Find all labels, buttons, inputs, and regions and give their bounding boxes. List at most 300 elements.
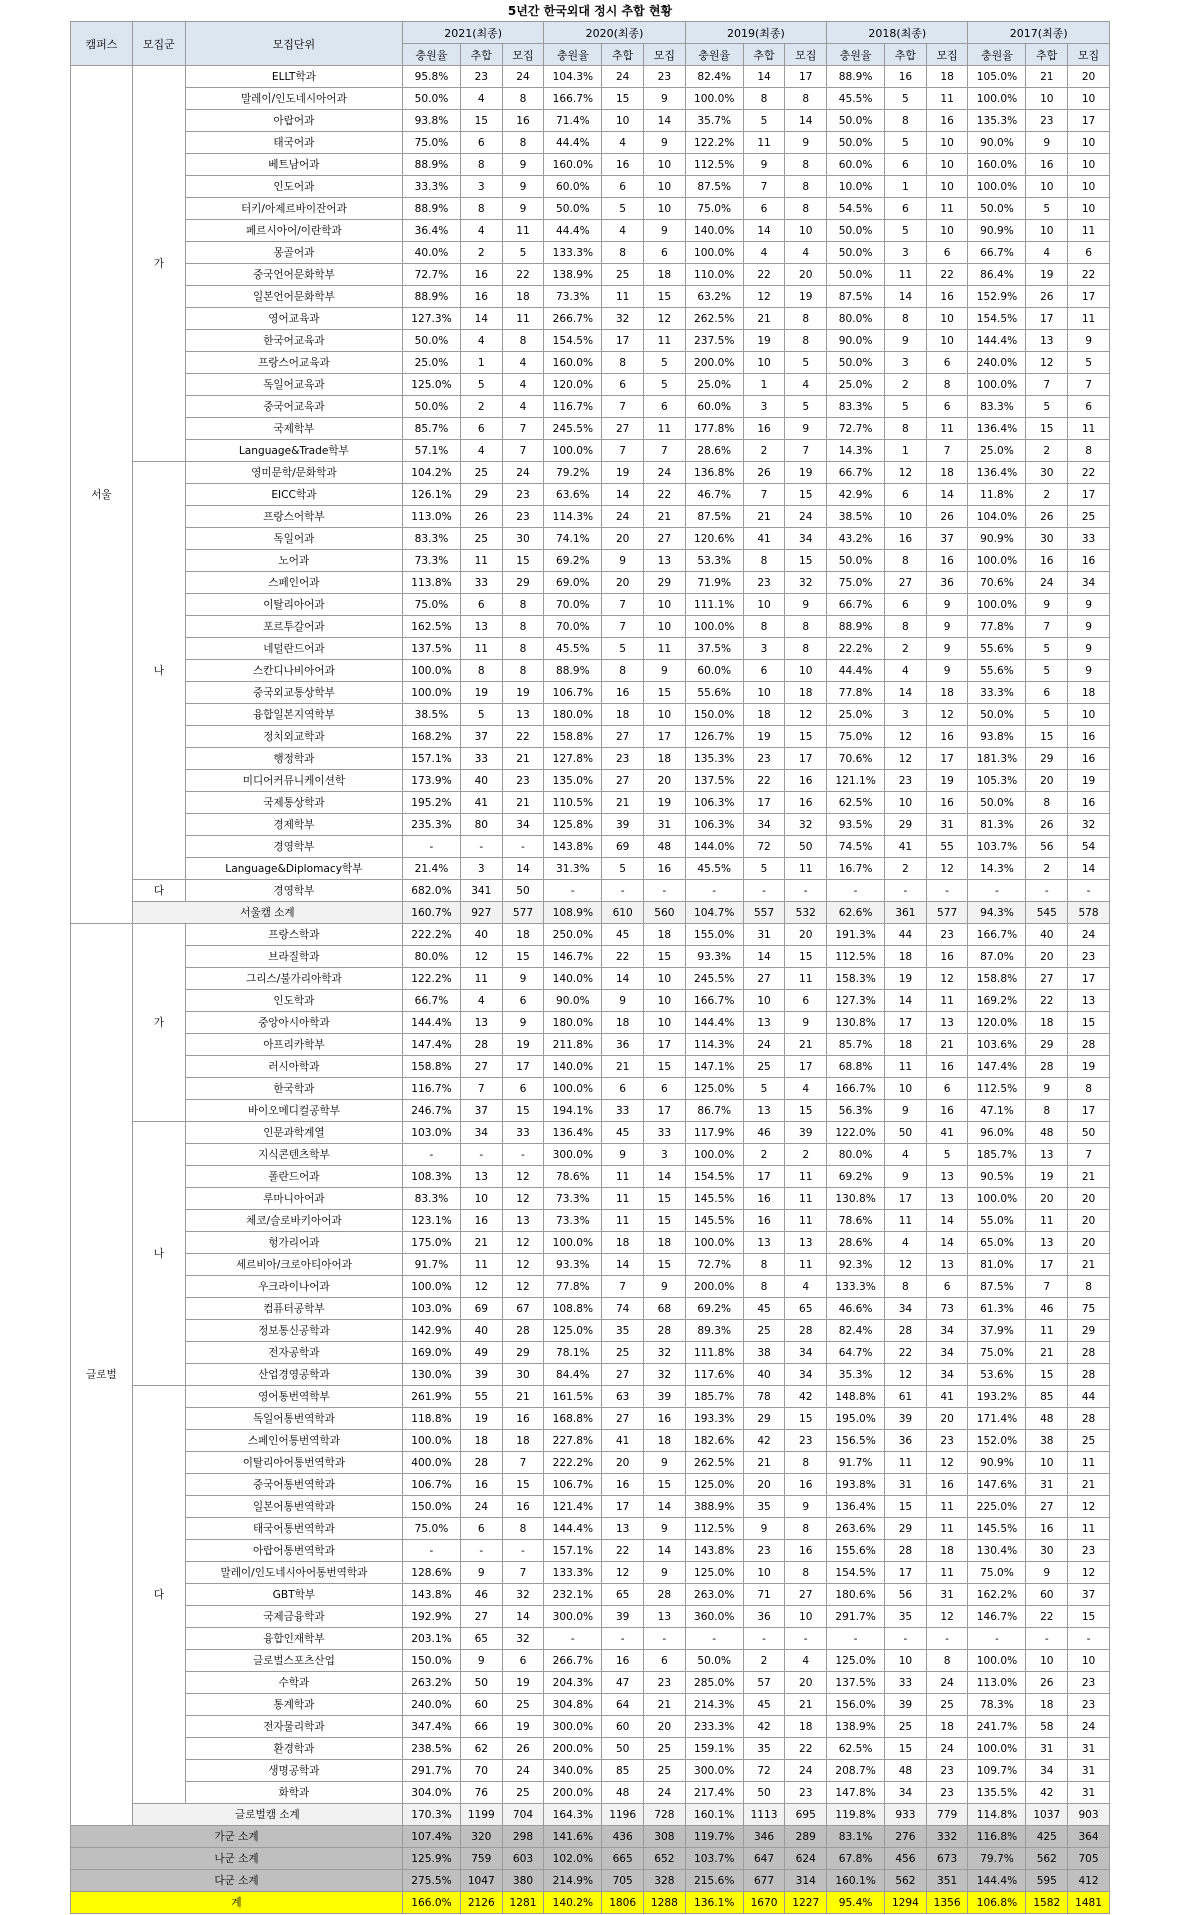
- unit-name-cell: 스칸디나비아어과: [185, 660, 402, 682]
- fill-rate-cell: 66.7%: [968, 242, 1026, 264]
- quota-cell: 32: [644, 1364, 686, 1386]
- additional-cell: 10: [743, 1562, 785, 1584]
- unit-name-cell: 통계학과: [185, 1694, 402, 1716]
- fill-rate-cell: 122.2%: [402, 968, 460, 990]
- fill-rate-cell: 100.0%: [544, 1232, 602, 1254]
- quota-cell: 10: [1068, 198, 1110, 220]
- fill-rate-cell: 87.0%: [968, 946, 1026, 968]
- table-row: [71, 1408, 1110, 1430]
- unit-name-cell: 정보통신공학과: [185, 1320, 402, 1342]
- additional-cell: -: [743, 880, 785, 902]
- fill-rate-cell: 72.7%: [402, 264, 460, 286]
- quota-cell: 18: [644, 1430, 686, 1452]
- quota-cell: 16: [926, 286, 968, 308]
- fill-rate-cell: 31.3%: [544, 858, 602, 880]
- additional-cell: 15: [885, 1496, 927, 1518]
- fill-rate-cell: 37.5%: [685, 638, 743, 660]
- quota-cell: -: [926, 880, 968, 902]
- fill-rate-cell: 114.3%: [685, 1034, 743, 1056]
- quota-cell: 17: [785, 66, 827, 88]
- unit-name-cell: 이탈리아어과: [185, 594, 402, 616]
- fill-rate-cell: 88.9%: [402, 286, 460, 308]
- table-row: [71, 88, 1110, 110]
- additional-cell: 16: [602, 682, 644, 704]
- fill-rate-cell: 75.0%: [685, 198, 743, 220]
- fill-rate-cell: 45.5%: [544, 638, 602, 660]
- additional-cell: 6: [743, 660, 785, 682]
- additional-cell: 1113: [743, 1804, 785, 1826]
- quota-cell: 44: [1068, 1386, 1110, 1408]
- quota-cell: 8: [785, 1452, 827, 1474]
- additional-cell: 3: [885, 704, 927, 726]
- fill-rate-cell: 140.0%: [544, 968, 602, 990]
- fill-rate-cell: 300.0%: [544, 1144, 602, 1166]
- additional-cell: 5: [460, 374, 502, 396]
- additional-cell: 11: [1026, 1320, 1068, 1342]
- additional-cell: 1196: [602, 1804, 644, 1826]
- quota-cell: 6: [644, 242, 686, 264]
- quota-cell: 10: [926, 330, 968, 352]
- fill-rate-cell: 262.5%: [685, 1452, 743, 1474]
- header-fill-rate: 충원율: [402, 44, 460, 66]
- additional-cell: 63: [602, 1386, 644, 1408]
- fill-rate-cell: 57.1%: [402, 440, 460, 462]
- additional-cell: 20: [743, 1474, 785, 1496]
- fill-rate-cell: 181.3%: [968, 748, 1026, 770]
- fill-rate-cell: 240.0%: [968, 352, 1026, 374]
- quota-cell: 14: [502, 1606, 544, 1628]
- quota-cell: 18: [926, 462, 968, 484]
- fill-rate-cell: 100.0%: [544, 1078, 602, 1100]
- fill-rate-cell: 116.7%: [402, 1078, 460, 1100]
- fill-rate-cell: 108.9%: [544, 902, 602, 924]
- unit-name-cell: 말레이/인도네시아어과: [185, 88, 402, 110]
- quota-cell: 8: [1068, 440, 1110, 462]
- additional-cell: 22: [885, 1342, 927, 1364]
- fill-rate-cell: 100.0%: [402, 1276, 460, 1298]
- additional-cell: 4: [743, 242, 785, 264]
- campus-subtotal-row: [71, 1804, 1110, 1826]
- fill-rate-cell: 193.8%: [827, 1474, 885, 1496]
- fill-rate-cell: 100.0%: [402, 682, 460, 704]
- table-row: [71, 374, 1110, 396]
- additional-cell: 24: [602, 66, 644, 88]
- table-row: [71, 352, 1110, 374]
- additional-cell: 9: [460, 1562, 502, 1584]
- quota-cell: 12: [1068, 1562, 1110, 1584]
- fill-rate-cell: 66.7%: [827, 594, 885, 616]
- fill-rate-cell: 154.5%: [544, 330, 602, 352]
- header-fill-rate: 충원율: [544, 44, 602, 66]
- quota-cell: 6: [785, 990, 827, 1012]
- quota-cell: 24: [785, 506, 827, 528]
- additional-cell: 4: [460, 88, 502, 110]
- quota-cell: 332: [926, 1826, 968, 1848]
- table-row: [71, 330, 1110, 352]
- fill-rate-cell: 237.5%: [685, 330, 743, 352]
- quota-cell: 33: [502, 1122, 544, 1144]
- quota-cell: 12: [926, 1452, 968, 1474]
- fill-rate-cell: 103.0%: [402, 1122, 460, 1144]
- fill-rate-cell: 66.7%: [827, 462, 885, 484]
- fill-rate-cell: 185.7%: [968, 1144, 1026, 1166]
- fill-rate-cell: 126.1%: [402, 484, 460, 506]
- additional-cell: 6: [885, 484, 927, 506]
- fill-rate-cell: -: [827, 1628, 885, 1650]
- quota-cell: 16: [926, 1056, 968, 1078]
- quota-cell: 8: [502, 330, 544, 352]
- additional-cell: 665: [602, 1848, 644, 1870]
- additional-cell: 80: [460, 814, 502, 836]
- fill-rate-cell: 75.0%: [402, 132, 460, 154]
- quota-cell: 7: [1068, 1144, 1110, 1166]
- additional-cell: 5: [885, 88, 927, 110]
- unit-name-cell: 영어통번역학부: [185, 1386, 402, 1408]
- quota-cell: 14: [644, 1166, 686, 1188]
- quota-cell: 6: [502, 1650, 544, 1672]
- fill-rate-cell: 232.1%: [544, 1584, 602, 1606]
- additional-cell: 6: [1026, 682, 1068, 704]
- quota-cell: 11: [644, 330, 686, 352]
- additional-cell: 58: [1026, 1716, 1068, 1738]
- fill-rate-cell: 147.8%: [827, 1782, 885, 1804]
- additional-cell: 8: [885, 418, 927, 440]
- fill-rate-cell: 38.5%: [402, 704, 460, 726]
- unit-name-cell: 행정학과: [185, 748, 402, 770]
- quota-cell: 16: [1068, 550, 1110, 572]
- quota-cell: 9: [502, 968, 544, 990]
- fill-rate-cell: 50.0%: [827, 242, 885, 264]
- fill-rate-cell: 266.7%: [544, 308, 602, 330]
- unit-name-cell: 폴란드어과: [185, 1166, 402, 1188]
- additional-cell: 69: [602, 836, 644, 858]
- table-row: [71, 638, 1110, 660]
- quota-cell: 34: [926, 1364, 968, 1386]
- fill-rate-cell: 120.0%: [968, 1012, 1026, 1034]
- quota-cell: 10: [1068, 132, 1110, 154]
- fill-rate-cell: 106.8%: [968, 1892, 1026, 1914]
- additional-cell: 557: [743, 902, 785, 924]
- fill-rate-cell: 222.2%: [402, 924, 460, 946]
- additional-cell: 29: [1026, 748, 1068, 770]
- table-row: [71, 770, 1110, 792]
- quota-cell: 4: [785, 1650, 827, 1672]
- additional-cell: 15: [1026, 418, 1068, 440]
- additional-cell: 22: [1026, 1606, 1068, 1628]
- fill-rate-cell: 55.0%: [968, 1210, 1026, 1232]
- fill-rate-cell: 110.5%: [544, 792, 602, 814]
- quota-cell: 26: [926, 506, 968, 528]
- additional-cell: 15: [885, 1738, 927, 1760]
- additional-cell: 14: [743, 66, 785, 88]
- fill-rate-cell: 50.0%: [827, 132, 885, 154]
- quota-cell: 18: [502, 924, 544, 946]
- quota-cell: 8: [502, 1518, 544, 1540]
- quota-cell: 48: [644, 836, 686, 858]
- table-row: [71, 1562, 1110, 1584]
- fill-rate-cell: 100.0%: [685, 88, 743, 110]
- quota-cell: -: [502, 1144, 544, 1166]
- quota-cell: 21: [502, 1386, 544, 1408]
- additional-cell: 14: [602, 484, 644, 506]
- additional-cell: 13: [460, 1012, 502, 1034]
- quota-cell: 28: [644, 1320, 686, 1342]
- additional-cell: 10: [743, 682, 785, 704]
- quota-cell: 17: [1068, 484, 1110, 506]
- quota-cell: 16: [644, 858, 686, 880]
- quota-cell: 29: [502, 572, 544, 594]
- fill-rate-cell: 60.0%: [685, 660, 743, 682]
- fill-rate-cell: 125.8%: [544, 814, 602, 836]
- additional-cell: 361: [885, 902, 927, 924]
- additional-cell: 5: [743, 858, 785, 880]
- additional-cell: 29: [885, 814, 927, 836]
- additional-cell: 29: [460, 484, 502, 506]
- additional-cell: 1: [460, 352, 502, 374]
- quota-cell: 5: [785, 396, 827, 418]
- additional-cell: 7: [460, 1078, 502, 1100]
- quota-cell: 8: [785, 154, 827, 176]
- fill-rate-cell: 35.3%: [827, 1364, 885, 1386]
- fill-rate-cell: 169.2%: [968, 990, 1026, 1012]
- additional-cell: 9: [885, 330, 927, 352]
- fill-rate-cell: 155.0%: [685, 924, 743, 946]
- additional-cell: 6: [460, 418, 502, 440]
- unit-name-cell: 일본어통번역학과: [185, 1496, 402, 1518]
- additional-cell: 27: [602, 1364, 644, 1386]
- quota-cell: 12: [502, 1166, 544, 1188]
- quota-cell: 27: [785, 1584, 827, 1606]
- quota-cell: 12: [502, 1188, 544, 1210]
- fill-rate-cell: 86.7%: [685, 1100, 743, 1122]
- table-row: [71, 1650, 1110, 1672]
- additional-cell: 6: [885, 198, 927, 220]
- fill-rate-cell: 53.6%: [968, 1364, 1026, 1386]
- fill-rate-cell: 79.2%: [544, 462, 602, 484]
- fill-rate-cell: 133.3%: [827, 1276, 885, 1298]
- fill-rate-cell: 87.5%: [685, 506, 743, 528]
- additional-cell: 2: [743, 1144, 785, 1166]
- quota-cell: 16: [926, 792, 968, 814]
- additional-cell: 31: [1026, 1474, 1068, 1496]
- quota-cell: 25: [1068, 1430, 1110, 1452]
- unit-name-cell: 산업경영공학과: [185, 1364, 402, 1386]
- additional-cell: 7: [1026, 616, 1068, 638]
- table-row: [71, 550, 1110, 572]
- additional-cell: 21: [602, 1056, 644, 1078]
- quota-cell: 7: [502, 418, 544, 440]
- quota-cell: 18: [644, 748, 686, 770]
- quota-cell: 10: [926, 176, 968, 198]
- fill-rate-cell: -: [544, 880, 602, 902]
- group-subtotal-row: [71, 1870, 1110, 1892]
- additional-cell: 39: [602, 814, 644, 836]
- additional-cell: 4: [885, 1232, 927, 1254]
- additional-cell: 12: [885, 462, 927, 484]
- quota-cell: 23: [926, 1760, 968, 1782]
- quota-cell: 15: [785, 1408, 827, 1430]
- quota-cell: 14: [785, 110, 827, 132]
- additional-cell: 9: [602, 1144, 644, 1166]
- fill-rate-cell: 68.8%: [827, 1056, 885, 1078]
- additional-cell: 14: [460, 308, 502, 330]
- table-row: [71, 836, 1110, 858]
- quota-cell: 8: [785, 88, 827, 110]
- additional-cell: 34: [743, 814, 785, 836]
- quota-cell: 6: [644, 396, 686, 418]
- additional-cell: 65: [602, 1584, 644, 1606]
- quota-cell: 8: [785, 176, 827, 198]
- quota-cell: 6: [644, 1078, 686, 1100]
- quota-cell: 21: [502, 792, 544, 814]
- quota-cell: 9: [926, 638, 968, 660]
- fill-rate-cell: 88.9%: [402, 154, 460, 176]
- fill-rate-cell: 103.6%: [968, 1034, 1026, 1056]
- additional-cell: 9: [743, 154, 785, 176]
- additional-cell: -: [743, 1628, 785, 1650]
- additional-cell: 8: [460, 660, 502, 682]
- fill-rate-cell: 136.4%: [968, 418, 1026, 440]
- fill-rate-cell: 148.8%: [827, 1386, 885, 1408]
- quota-cell: 2: [785, 1144, 827, 1166]
- quota-cell: 26: [502, 1738, 544, 1760]
- fill-rate-cell: 100.0%: [968, 1188, 1026, 1210]
- quota-cell: 289: [785, 1826, 827, 1848]
- additional-cell: 16: [602, 1474, 644, 1496]
- fill-rate-cell: 60.0%: [685, 396, 743, 418]
- additional-cell: 17: [885, 1562, 927, 1584]
- quota-cell: 17: [785, 748, 827, 770]
- fill-rate-cell: 300.0%: [544, 1606, 602, 1628]
- fill-rate-cell: 145.5%: [685, 1188, 743, 1210]
- additional-cell: 8: [885, 1276, 927, 1298]
- group-cell: 나: [132, 1122, 185, 1386]
- additional-cell: 5: [602, 198, 644, 220]
- fill-rate-cell: 79.7%: [968, 1848, 1026, 1870]
- quota-cell: 19: [1068, 770, 1110, 792]
- quota-cell: 28: [644, 1584, 686, 1606]
- quota-cell: 10: [1068, 154, 1110, 176]
- quota-cell: 13: [926, 1254, 968, 1276]
- quota-cell: 32: [502, 1628, 544, 1650]
- fill-rate-cell: 145.5%: [968, 1518, 1026, 1540]
- fill-rate-cell: 195.2%: [402, 792, 460, 814]
- fill-rate-cell: 135.5%: [968, 1782, 1026, 1804]
- unit-name-cell: 브라질학과: [185, 946, 402, 968]
- table-row: [71, 1716, 1110, 1738]
- fill-rate-cell: 105.3%: [968, 770, 1026, 792]
- fill-rate-cell: 214.9%: [544, 1870, 602, 1892]
- additional-cell: 37: [460, 726, 502, 748]
- fill-rate-cell: 128.6%: [402, 1562, 460, 1584]
- additional-cell: 37: [460, 1100, 502, 1122]
- quota-cell: 16: [785, 770, 827, 792]
- additional-cell: 15: [460, 110, 502, 132]
- additional-cell: 7: [602, 440, 644, 462]
- fill-rate-cell: 33.3%: [402, 176, 460, 198]
- additional-cell: 57: [743, 1672, 785, 1694]
- quota-cell: 13: [644, 550, 686, 572]
- fill-rate-cell: 107.4%: [402, 1826, 460, 1848]
- quota-cell: 13: [926, 1188, 968, 1210]
- additional-cell: 2: [743, 1650, 785, 1672]
- unit-name-cell: 중국언어문화학부: [185, 264, 402, 286]
- fill-rate-cell: 71.4%: [544, 110, 602, 132]
- quota-cell: 16: [502, 1496, 544, 1518]
- additional-cell: 26: [1026, 506, 1068, 528]
- fill-rate-cell: -: [685, 1628, 743, 1650]
- quota-cell: 10: [644, 990, 686, 1012]
- quota-cell: 36: [926, 572, 968, 594]
- quota-cell: 652: [644, 1848, 686, 1870]
- fill-rate-cell: 36.4%: [402, 220, 460, 242]
- quota-cell: 11: [785, 1254, 827, 1276]
- header-additional: 추합: [1026, 44, 1068, 66]
- quota-cell: 20: [785, 264, 827, 286]
- additional-cell: 25: [602, 264, 644, 286]
- fill-rate-cell: 78.3%: [968, 1694, 1026, 1716]
- quota-cell: 15: [502, 946, 544, 968]
- additional-cell: 21: [460, 1232, 502, 1254]
- fill-rate-cell: 180.0%: [544, 704, 602, 726]
- additional-cell: 10: [743, 352, 785, 374]
- additional-cell: 69: [460, 1298, 502, 1320]
- additional-cell: 28: [460, 1452, 502, 1474]
- quota-cell: 23: [644, 66, 686, 88]
- quota-cell: 65: [785, 1298, 827, 1320]
- quota-cell: 328: [644, 1870, 686, 1892]
- fill-rate-cell: 95.8%: [402, 66, 460, 88]
- quota-cell: 32: [1068, 814, 1110, 836]
- additional-cell: 12: [460, 1276, 502, 1298]
- fill-rate-cell: 137.5%: [685, 770, 743, 792]
- unit-name-cell: 루마니아어과: [185, 1188, 402, 1210]
- quota-cell: 32: [502, 1584, 544, 1606]
- additional-cell: 9: [1026, 132, 1068, 154]
- fill-rate-cell: 63.6%: [544, 484, 602, 506]
- quota-cell: 16: [502, 110, 544, 132]
- quota-cell: 9: [644, 88, 686, 110]
- fill-rate-cell: 84.4%: [544, 1364, 602, 1386]
- additional-cell: 12: [885, 726, 927, 748]
- fill-rate-cell: 250.0%: [544, 924, 602, 946]
- quota-cell: 412: [1068, 1870, 1110, 1892]
- table-row: [71, 1628, 1110, 1650]
- fill-rate-cell: 125.0%: [544, 1320, 602, 1342]
- quota-cell: 12: [926, 704, 968, 726]
- additional-cell: 19: [1026, 264, 1068, 286]
- quota-cell: 24: [502, 66, 544, 88]
- additional-cell: 62: [460, 1738, 502, 1760]
- additional-cell: 2: [1026, 858, 1068, 880]
- fill-rate-cell: 78.1%: [544, 1342, 602, 1364]
- quota-cell: 24: [644, 1782, 686, 1804]
- quota-cell: 73: [926, 1298, 968, 1320]
- fill-rate-cell: 71.9%: [685, 572, 743, 594]
- quota-cell: 16: [502, 1408, 544, 1430]
- additional-cell: 65: [460, 1628, 502, 1650]
- fill-rate-cell: 112.5%: [685, 154, 743, 176]
- quota-cell: 10: [644, 154, 686, 176]
- additional-cell: 41: [460, 792, 502, 814]
- additional-cell: 39: [460, 1364, 502, 1386]
- additional-cell: 562: [885, 1870, 927, 1892]
- quota-cell: 68: [644, 1298, 686, 1320]
- fill-rate-cell: 70.0%: [544, 594, 602, 616]
- additional-cell: 5: [460, 704, 502, 726]
- table-row: [71, 880, 1110, 902]
- unit-name-cell: 정치외교학과: [185, 726, 402, 748]
